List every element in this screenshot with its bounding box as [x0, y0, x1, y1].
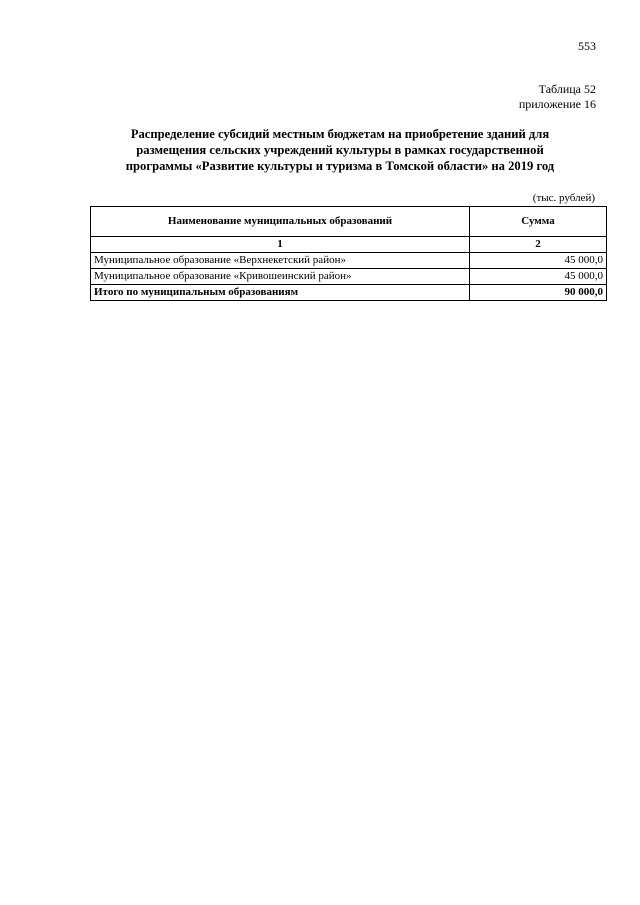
row-name: Муниципальное образование «Верхнекетский район»: [91, 253, 470, 269]
units-label: (тыс. рублей): [532, 192, 595, 204]
table-row: [91, 269, 607, 285]
title-line-2: размещения сельских учреждений культуры в рамках государственной: [136, 143, 544, 157]
column-number-2: 2: [470, 237, 607, 253]
header-name: Наименование муниципальных образований: [91, 207, 470, 237]
row-sum: 45 000,0: [470, 253, 607, 269]
total-row: [91, 285, 607, 301]
document-title: [90, 126, 590, 174]
row-sum: 45 000,0: [470, 269, 607, 285]
page-number: 553: [578, 39, 596, 53]
subsidy-table: [90, 206, 607, 301]
table-header-row: [91, 207, 607, 237]
header-sum: Сумма: [470, 207, 607, 237]
column-number-1: 1: [91, 237, 470, 253]
row-name: Муниципальное образование «Кривошеинский район»: [91, 269, 470, 285]
title-line-3: программы «Развитие культуры и туризма в Томской области» на 2019 год: [125, 159, 555, 173]
title-line-1: Распределение субсидий местным бюджетам на приобретение зданий для: [130, 127, 550, 141]
appendix-label: приложение 16: [518, 97, 596, 111]
table-row: [91, 253, 607, 269]
column-number-row: [91, 237, 607, 253]
table-label: Таблица 52: [538, 82, 596, 96]
total-sum: 90 000,0: [470, 285, 607, 301]
table-reference: [519, 82, 596, 112]
total-name: Итого по муниципальным образованиям: [91, 285, 470, 301]
